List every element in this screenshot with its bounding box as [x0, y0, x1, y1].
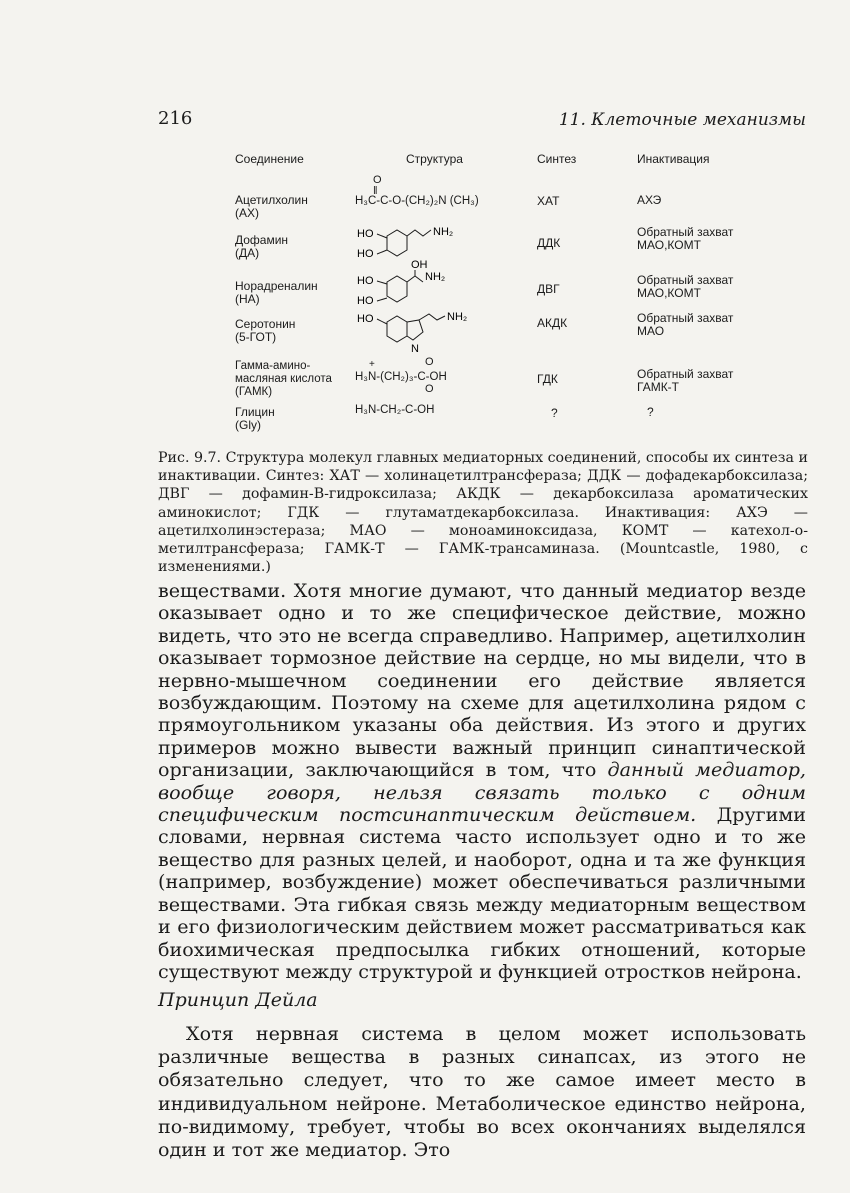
ho-label: HO [357, 228, 374, 240]
amine-label: NH₂ [425, 271, 446, 283]
inactivation: Обратный захват МАО,КОМТ [637, 225, 734, 252]
inactivation: Обратный захват ГАМК-Т [637, 367, 734, 394]
compound-name: Гамма-амино- масляная кислота (ГАМК) [235, 360, 332, 398]
inactivation: ? [647, 405, 654, 419]
header-synthesis: Синтез [537, 152, 577, 166]
synthesis-enzyme: ХАТ [537, 194, 560, 208]
compound-name: Дофамин (ДА) [235, 233, 289, 260]
amine-label: NH₂ [447, 311, 468, 323]
compound-name: Серотонин (5-ГОТ) [235, 317, 296, 344]
inactivation: АХЭ [637, 193, 662, 207]
structure-formula: O ‖ H₃C-C-O-(CH₂)₂N (CH₃) [355, 174, 479, 207]
compound-name: Ацетилхолин (АХ) [235, 193, 308, 220]
running-title: 11. Клеточные механизмы [558, 110, 806, 130]
ho-label: HO [357, 248, 374, 260]
figure-caption: Рис. 9.7. Структура молекул главных медиаторных соединений, способы их синтеза и инактивации. Синтез: ХАТ — холинацетилтрансфераза; ДДК — дофадекарбоксилаза; ДВГ — дофамин-В-гидроксилаза; АКДК — декарбоксилаза ароматических аминокислот; ГДК — глутаматдекарбоксилаза. Инактивация: АХЭ — ацетилхолинэстераза; МАО — моноаминоксидаза, КОМТ — катехол-о-метилтрансфераза; ГАМК-Т — ГАМК-трансаминаза. (Mountcastle, 1980, с изменениями.) [158, 450, 808, 576]
ho-label: HO [357, 275, 374, 287]
synthesis-enzyme: ГДК [537, 372, 558, 386]
synthesis-enzyme: ДВГ [537, 282, 560, 296]
inactivation: Обратный захват МАО,КОМТ [637, 273, 734, 300]
row-noradrenaline [235, 259, 795, 310]
header-structure: Структура [406, 152, 463, 166]
synthesis-enzyme: ДДК [537, 236, 561, 250]
serotonin-structure [355, 310, 515, 356]
n-label: N [411, 343, 419, 355]
ho-label: HO [357, 295, 374, 307]
compound-name: Глицин (Gly) [235, 405, 275, 432]
body-paragraph-1: веществами. Хотя многие думают, что данный медиатор везде оказывает одно и то же специфическое действие, можно видеть, что это не всегда справедливо. Например, ацетилхолин оказывает тормозное действие на сердце, но мы видели, что в нервно-мышечном соединении его действие является возбуждающим. Поэтому на схеме для ацетилхолина рядом с прямоугольником указаны оба действия. Из этого и других примеров можно вывести важный принцип синаптической организации, заключающийся в том, что данный медиатор, вообще говоря, нельзя связать только с одним специфическим постсинаптическим действием. Другими словами, нервная система часто использует одно и то же вещество для разных целей, и наоборот, одна и та же функция (например, возбуждение) может обеспечиваться различными веществами. Эта гибкая связь между медиаторным веществом и его физиологическим действием может рассматриваться как биохимическая предпосылка гибких отношений, которые существуют между структурой и функцией отростков нейрона. [158, 579, 806, 983]
noradrenaline-structure [355, 258, 505, 310]
header-inactivation: Инактивация [637, 152, 710, 166]
emphasized-principle: данный медиатор, вообще говоря, нельзя связать только с одним специфическим постсинаптическим действием. [158, 758, 806, 827]
amine-label: NH₂ [433, 226, 454, 238]
compound-name: Норадреналин (НА) [235, 279, 318, 306]
figure-header-row [235, 152, 795, 168]
page-number: 216 [158, 108, 193, 129]
synthesis-enzyme: АКДК [537, 316, 568, 330]
row-serotonin [235, 312, 795, 358]
inactivation: Обратный захват МАО [637, 311, 734, 338]
synthesis-enzyme: ? [551, 406, 558, 420]
header-compound: Соединение [235, 152, 304, 166]
structure-formula: + O H₃N-(CH₂)₃-C-OH O [355, 356, 447, 395]
oh-label: OH [411, 259, 428, 271]
row-acetylcholine [235, 174, 795, 224]
body-paragraph-2: Хотя нервная система в целом может использовать различные вещества в разных синапсах, из этого не обязательно следует, что то же самое имеет место в индивидуальном нейроне. Метаболическое единство нейрона, по-видимому, требует, чтобы во всех окончаниях выделялся один и тот же медиатор. Это [158, 1022, 806, 1162]
row-gaba [235, 356, 795, 410]
row-dopamine [235, 226, 795, 268]
row-glycine [235, 406, 795, 436]
structure-formula: H₃N-CH₂-C-OH [355, 404, 435, 416]
section-title: Принцип Дейла [158, 989, 318, 1011]
ho-label: HO [357, 313, 374, 325]
